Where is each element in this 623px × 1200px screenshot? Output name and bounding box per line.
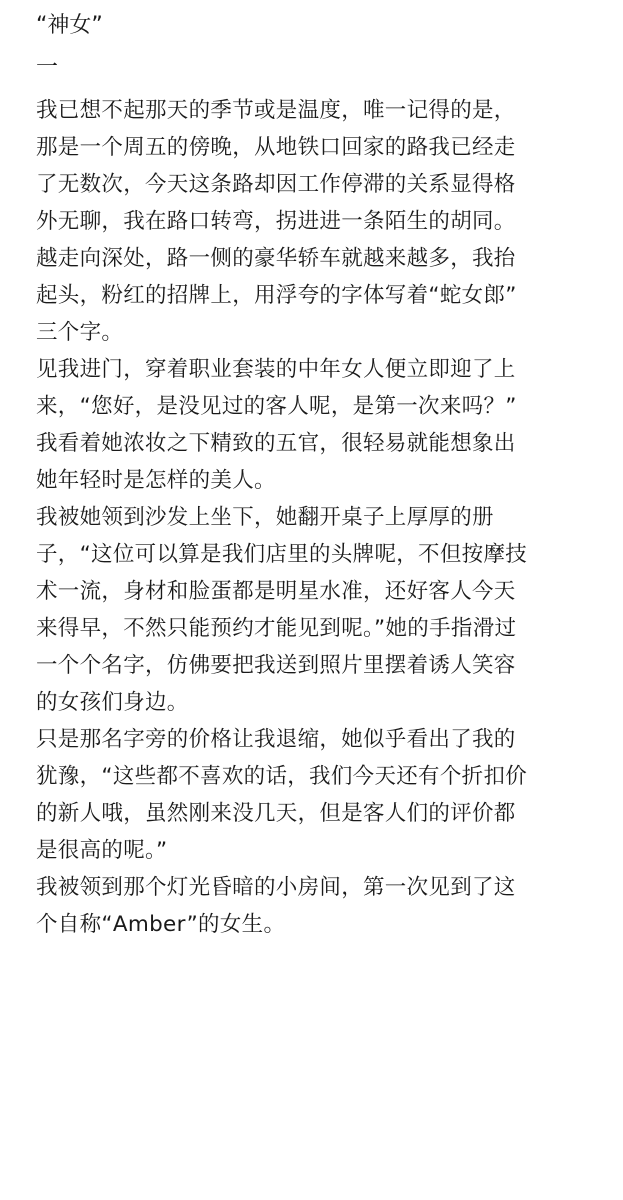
chapter-number: 一 xyxy=(36,55,59,80)
text-line: 越走向深处，路一侧的豪华轿车就越来越多，我抬 xyxy=(36,246,516,271)
text-line: 起头，粉红的招牌上，用浮夸的字体写着“蛇女郎” xyxy=(36,283,517,308)
text-line: 她年轻时是怎样的美人。 xyxy=(36,468,276,493)
text-line: 我看着她浓妆之下精致的五官，很轻易就能想象出 xyxy=(36,431,516,456)
text-line: 的女孩们身边。 xyxy=(36,690,189,715)
text-line: 了无数次，今天这条路却因工作停滞的关系显得格 xyxy=(36,172,516,197)
text-line: 术一流，身材和脸蛋都是明星水准，还好客人今天 xyxy=(36,579,516,604)
text-line: 来得早，不然只能预约才能见到呢。”她的手指滑过 xyxy=(36,616,517,641)
text-line: 三个字。 xyxy=(36,320,124,345)
text-line: 那是一个周五的傍晚，从地铁口回家的路我已经走 xyxy=(36,135,516,160)
text-line: 我被她领到沙发上坐下，她翻开桌子上厚厚的册 xyxy=(36,505,494,530)
text-line: 外无聊，我在路口转弯，拐进进一条陌生的胡同。 xyxy=(36,209,516,234)
body-text xyxy=(36,92,606,943)
text-line: 犹豫，“这些都不喜欢的话，我们今天还有个折扣价 xyxy=(36,764,528,789)
document-page xyxy=(36,10,606,943)
text-line: 的新人哦，虽然刚来没几天，但是客人们的评价都 xyxy=(36,801,516,826)
text-line: 我已想不起那天的季节或是温度，唯一记得的是， xyxy=(36,98,516,123)
text-line: 见我进门，穿着职业套装的中年女人便立即迎了上 xyxy=(36,357,516,382)
text-line: 子，“这位可以算是我们店里的头牌呢，不但按摩技 xyxy=(36,542,528,567)
text-line: 一个个名字，仿佛要把我送到照片里摆着诱人笑容 xyxy=(36,653,516,678)
document-title: “神女” xyxy=(36,13,103,38)
text-line: 我被领到那个灯光昏暗的小房间，第一次见到了这 xyxy=(36,875,516,900)
text-line: 个自称“Amber”的女生。 xyxy=(36,912,286,937)
text-line: 只是那名字旁的价格让我退缩，她似乎看出了我的 xyxy=(36,727,516,752)
text-line: 来，“您好，是没见过的客人呢，是第一次来吗？” xyxy=(36,394,517,419)
text-line: 是很高的呢。” xyxy=(36,838,168,863)
